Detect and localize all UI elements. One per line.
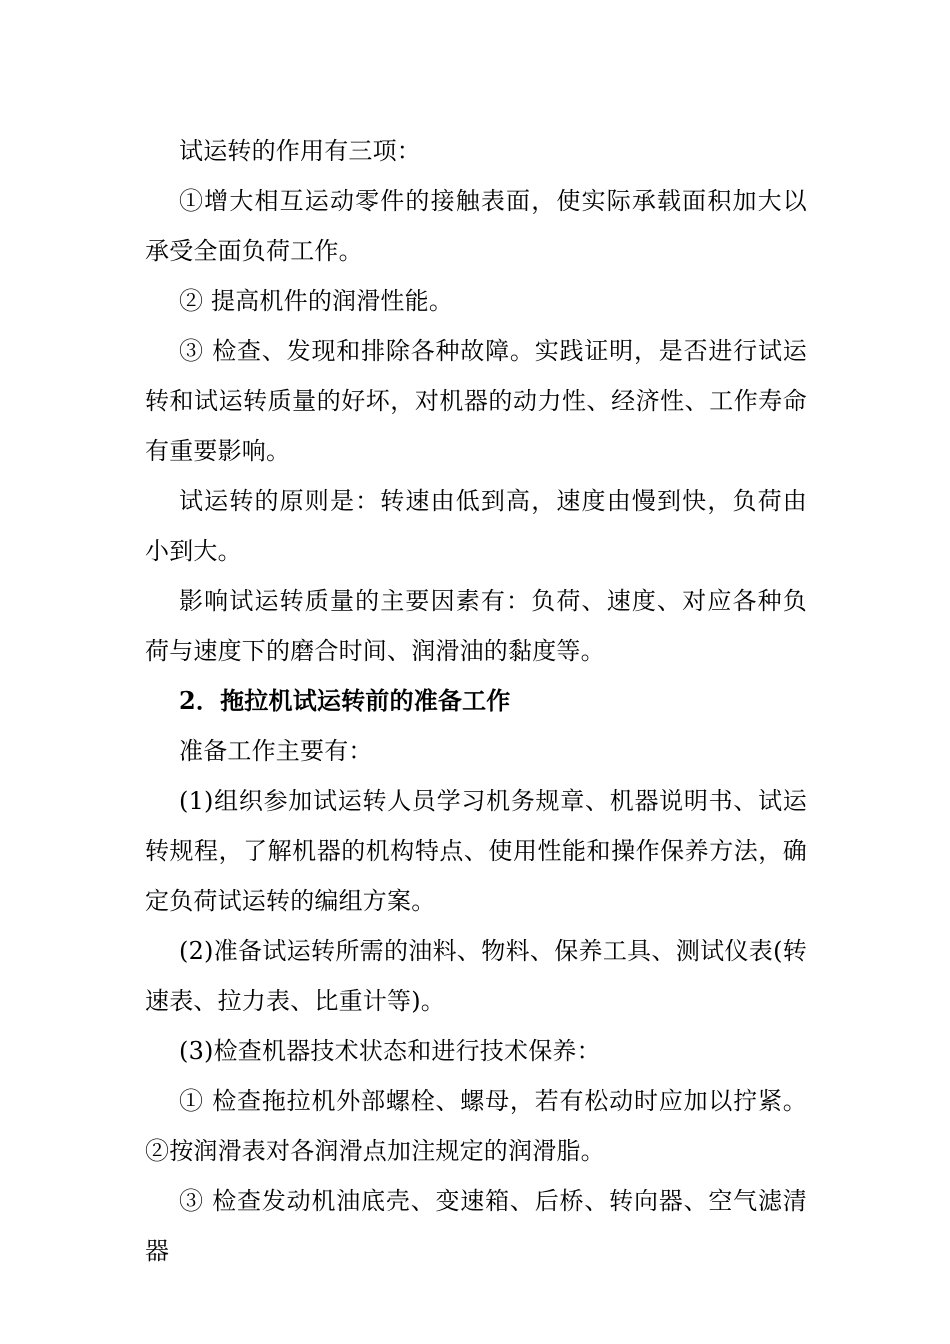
paragraph-preparation-intro: 准备工作主要有： bbox=[179, 737, 373, 765]
paragraph-check-bolts: ① 检查拖拉机外部螺栓、螺母，若有松动时应加以拧紧。②按润滑表对各润滑点加注规定的润滑脂。 bbox=[145, 1087, 807, 1165]
paragraph-preparation-3: (3)检查机器技术状态和进行技术保养： bbox=[179, 1037, 601, 1065]
paragraph-quality-factors: 影响试运转质量的主要因素有：负荷、速度、对应各种负荷与速度下的磨合时间、润滑油的黏度等。 bbox=[145, 587, 807, 665]
paragraph-trial-run-principle: 试运转的原则是：转速由低到高，速度由慢到快，负荷由小到大。 bbox=[145, 487, 807, 565]
section-heading-preparation: 2．拖拉机试运转前的准备工作 bbox=[179, 686, 511, 715]
paragraph-trial-run-functions: 试运转的作用有三项： bbox=[179, 137, 421, 165]
paragraph-function-3: ③ 检查、发现和排除各种故障。实践证明，是否进行试运转和试运转质量的好坏，对机器的动力性、经济性、工作寿命有重要影响。 bbox=[145, 337, 807, 465]
paragraph-preparation-1: (1)组织参加试运转人员学习机务规章、机器说明书、试运转规程，了解机器的机构特点、使用性能和操作保养方法，确定负荷试运转的编组方案。 bbox=[145, 787, 807, 915]
paragraph-preparation-2: (2)准备试运转所需的油料、物料、保养工具、测试仪表(转速表、拉力表、比重计等)。 bbox=[145, 937, 807, 1015]
document-body bbox=[145, 126, 807, 1276]
paragraph-check-oil: ③ 检查发动机油底壳、变速箱、后桥、转向器、空气滤清器 bbox=[145, 1187, 807, 1265]
paragraph-function-2: ② 提高机件的润滑性能。 bbox=[179, 287, 454, 315]
paragraph-function-1: ①增大相互运动零件的接触表面，使实际承载面积加大以承受全面负荷工作。 bbox=[145, 187, 807, 265]
